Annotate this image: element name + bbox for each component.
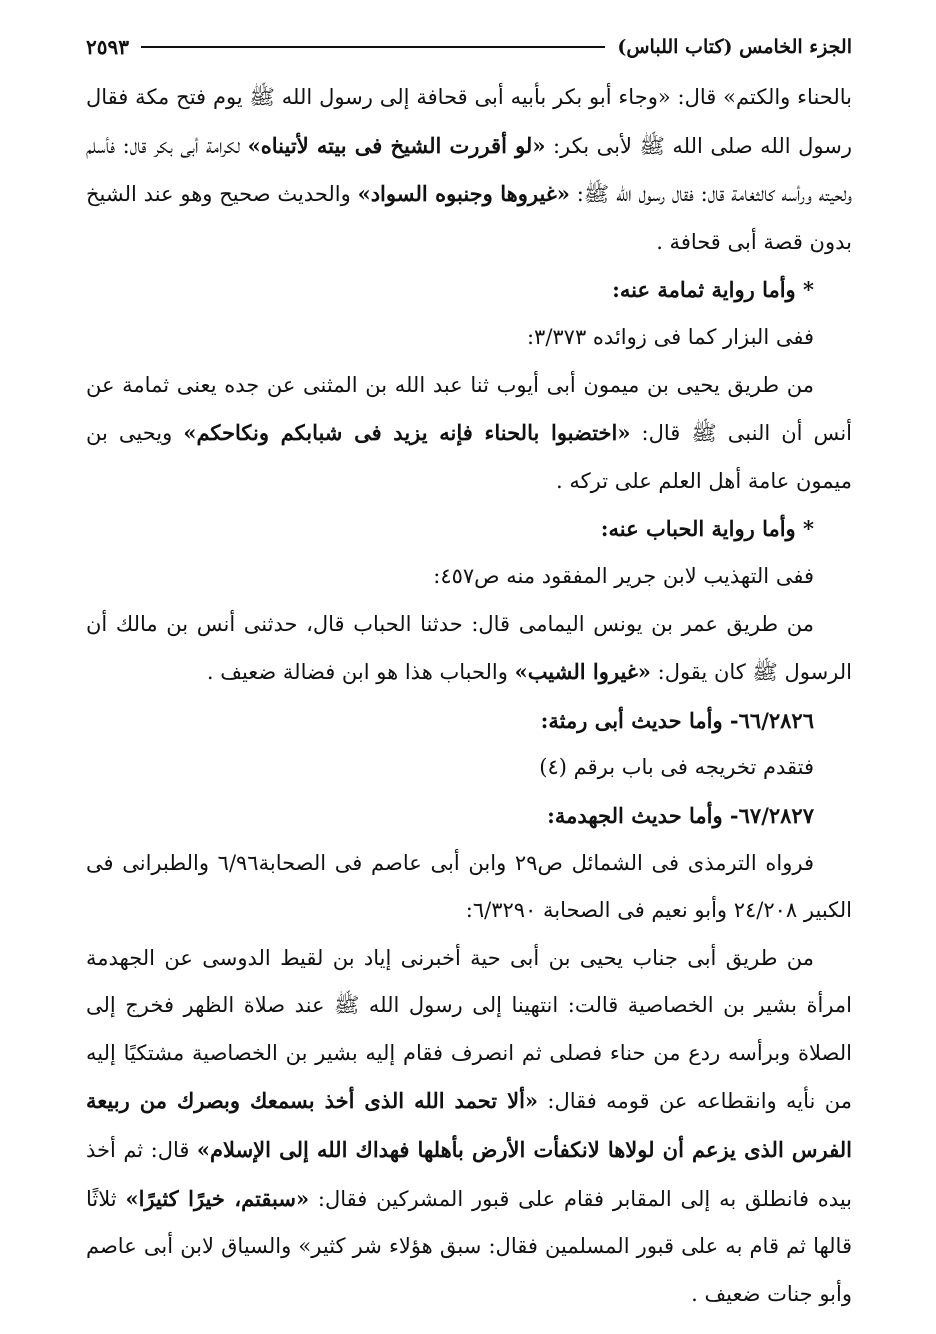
hadith-quote: «سبقتم، خيرًا كثيرًا» [125, 1185, 310, 1211]
hadith-quote: * وأما رواية الحباب عنه: [600, 516, 814, 542]
hadith-quote: * وأما رواية ثمامة عنه: [612, 277, 814, 303]
paragraph [86, 601, 852, 697]
hadith-quote: ٦٦/٢٨٢٦- وأما حديث أبى رمثة: [540, 707, 814, 733]
paragraph [86, 314, 852, 362]
hadith-quote: «ألا تحمد الله الذى أخذ بسمعك وبصرك من ربيعة الفرس الذى يزعم أن لولاها لانكفأت الأرض بأهلها فهداك الله إلى الإسلام» [86, 1088, 852, 1163]
text-segment: والحباب هذا هو ابن فضالة ضعيف . [206, 660, 515, 685]
paragraph [86, 840, 852, 935]
text-segment: من طريق يحيى بن ميمون أبى أيوب ثنا عبد الله بن المثنى عن جده يعنى ثمامة عن أنس أن النبى ﷺ قال: [86, 372, 852, 446]
text-segment: ففى التهذيب لابن جرير المفقود منه ص٤٥٧: [433, 563, 814, 588]
text-segment: بالحناء والكتم» قال: «وجاء أبو بكر بأبيه أبى قحافة إلى رسول الله ﷺ يوم فتح مكة فقال رسول الله صلى الله ﷺ لأبى بكر: [86, 85, 852, 158]
paragraph [86, 935, 852, 1319]
text-segment: ثلاثًا قالها ثم قام به على قبور المسلمين فقال: سبق هؤلاء شر كثير» والسياق لابن أبى عاصم وأبو جنات ضعيف . [86, 1186, 852, 1306]
running-title: الجزء الخامس (كتاب اللباس) [617, 36, 852, 58]
section-heading [86, 505, 852, 553]
text-segment: من طريق عمر بن يونس اليمامى قال: حدثنا الحباب قال، حدثنى أنس بن مالك أن الرسول ﷺ كان يقول: [86, 611, 852, 685]
hadith-quote: «غيروها وجنبوه السواد» [357, 181, 570, 207]
text-segment: من طريق أبى جناب يحيى بن أبى حية أخبرنى إياد بن لقيط الدوسى عن الجهدمة امرأة بشير بن الخصاصية قالت: انتهينا إلى رسول الله ﷺ عند صلاة الظهر فخرج إلى الصلاة وبرأسه ردع من حناء فصلى ثم انصرف فقام إليه بشير بن الخصاصية مشتكيًا إليه من نأيه وانقطاعه عن قومه فقال: [86, 945, 852, 1114]
paragraph [86, 74, 852, 266]
paragraph [86, 362, 852, 506]
paragraph [86, 553, 852, 601]
section-heading [86, 266, 852, 314]
hadith-quote: ٦٧/٢٨٢٧- وأما حديث الجهدمة: [547, 802, 814, 828]
header-rule [141, 46, 605, 48]
hadith-quote: «لو أقررت الشيخ فى بيته لأتيناه» [247, 132, 546, 158]
hadith-quote: «اختضبوا بالحناء فإنه يزيد فى شبابكم ونكاحكم» [183, 420, 631, 446]
hadith-quote: «غيروا الشيب» [514, 659, 651, 685]
text-segment: قال: ثم أخذ بيده فانطلق به إلى المقابر فقام على قبور المشركين فقال: [86, 1138, 853, 1211]
section-heading [86, 697, 852, 745]
text-segment: ففى البزار كما فى زوائده ٣/٣٧٣: [526, 324, 814, 349]
section-heading [86, 792, 852, 840]
page-body [86, 74, 852, 1318]
text-segment: فتقدم تخريجه فى باب برقم (٤) [539, 755, 814, 780]
page-header [86, 30, 852, 64]
text-segment: والحديث صحيح وهو عند الشيخ بدون قصة أبى قحافة . [86, 182, 852, 254]
paragraph [86, 744, 852, 792]
text-segment: ويحيى بن ميمون عامة أهل العلم على تركه . [86, 421, 852, 493]
text-segment: فرواه الترمذى فى الشمائل ص٢٩ وابن أبى عاصم فى الصحابة٦/٩٦ والطبرانى فى الكبير ٢٤/٢٠٨ وأبو نعيم فى الصحابة ٦/٣٢٩٠: [86, 850, 852, 923]
text-segment: لكرامة أبى بكر قال: فأسلم ولحيته ورأسه كالثغامة قال: فقال رسول الله ﷺ: [86, 133, 853, 207]
page-number: ٢٥٩٣ [86, 35, 129, 59]
